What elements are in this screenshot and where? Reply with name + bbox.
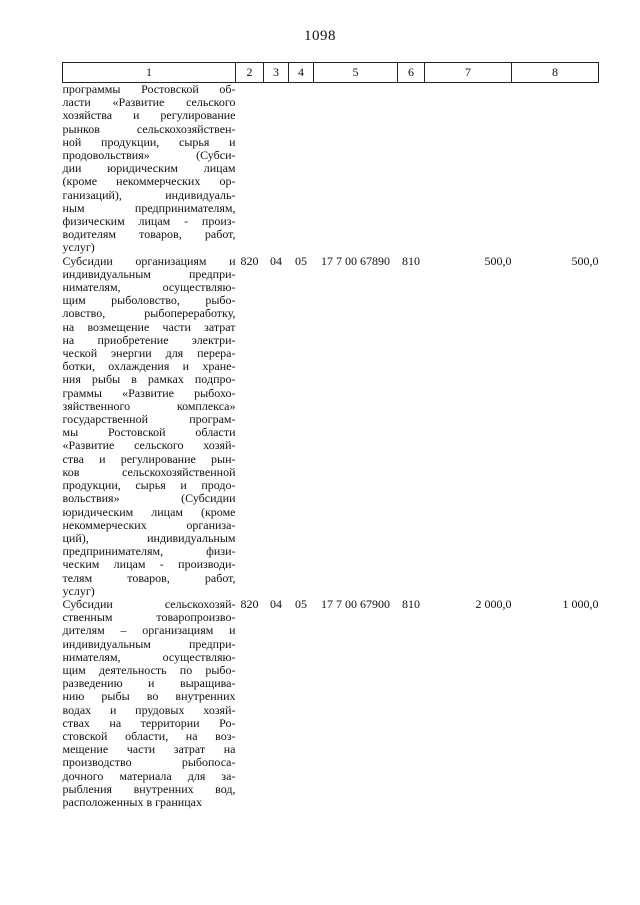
- amount-year-2-cell: 500,0: [571, 253, 599, 268]
- description-line: продукции, сырья и продо-: [62, 478, 236, 493]
- description-line: водителям товаров, работ,: [62, 227, 236, 242]
- description-line: мы Ростовской области: [62, 425, 236, 440]
- description-line: Субсидии сельскохозяй-: [62, 596, 236, 611]
- description-line: ловство, рыбопереработку,: [62, 306, 236, 321]
- row-description: [63, 255, 236, 598]
- description-line: ций), индивидуальным: [62, 530, 236, 545]
- amount-year-1-cell: [425, 83, 512, 255]
- page-number: 1098: [304, 28, 336, 44]
- description-line: дителям – организациям и: [62, 623, 236, 638]
- description-line: щим деятельность по рыбо-: [62, 662, 236, 677]
- description-line: на возмещение части затрат: [62, 319, 236, 334]
- column-header: 3: [264, 63, 289, 83]
- description-line: физическим лицам - произ-: [62, 214, 236, 229]
- section-code-cell: [264, 83, 289, 255]
- description-line: ния рыбы в рамках подпро-: [62, 372, 236, 387]
- description-line: разведению и выращива-: [62, 676, 236, 691]
- description-line: стовской области, на воз-: [62, 728, 236, 743]
- description-line: индивидуальным предпри-: [62, 266, 236, 281]
- subsection-code-cell: [289, 83, 314, 255]
- column-header: 8: [512, 63, 599, 83]
- expense-type-cell: [398, 83, 425, 255]
- description-line: ствах на территории Ро-: [62, 715, 236, 730]
- description-line: Субсидии организациям и: [62, 253, 236, 268]
- table-row: [63, 598, 599, 809]
- description-line: предпринимателям, физи-: [62, 544, 236, 559]
- description-line: водах и прудовых хозяй-: [62, 702, 236, 717]
- column-header: 5: [314, 63, 398, 83]
- amount-year-1-cell: 2 000,0: [475, 596, 512, 611]
- budget-table: [62, 62, 599, 809]
- target-article-cell: 17 7 00 67900: [321, 596, 390, 611]
- description-line: нимателям, осуществляю-: [62, 280, 236, 295]
- expense-type-cell: 810: [402, 253, 420, 268]
- table-row: [63, 83, 599, 255]
- section-code-cell: 04: [270, 253, 282, 268]
- amount-year-2-cell: [512, 83, 599, 255]
- description-line: ков сельскохозяйственной: [62, 464, 236, 479]
- target-article-cell: 17 7 00 67890: [321, 253, 390, 268]
- ministry-code-cell: 820: [240, 596, 259, 611]
- subsection-code-cell: 05: [295, 596, 307, 611]
- description-line: ческой энергии для перера-: [62, 346, 236, 361]
- description-line: зяйственного комплекса»: [62, 398, 236, 413]
- description-line: дочного материала для за-: [62, 768, 236, 783]
- description-line: ственным товаропроизво-: [62, 610, 236, 625]
- row-description: [63, 83, 236, 255]
- description-line: нимателям, осуществляю-: [62, 649, 236, 664]
- description-line: услуг): [62, 240, 95, 255]
- description-line: телям товаров, работ,: [62, 570, 236, 585]
- ministry-code-cell: 820: [240, 253, 259, 268]
- description-line: некоммерческих организа-: [62, 517, 236, 532]
- description-line: ганизаций), индивидуаль-: [62, 187, 236, 202]
- target-article-cell: [314, 83, 398, 255]
- description-line: ласти «Развитие сельского: [62, 95, 236, 110]
- description-line: рыбления внутренних вод,: [62, 781, 236, 796]
- description-line: индивидуальным предпри-: [62, 636, 236, 651]
- description-line: ной продукции, сырья и: [62, 134, 236, 149]
- column-header: 4: [289, 63, 314, 83]
- description-line: ческим лицам - производи-: [62, 557, 236, 572]
- description-line: дии юридическим лицам: [62, 161, 236, 176]
- column-header: 2: [236, 63, 264, 83]
- row-description: [63, 598, 236, 809]
- description-line: ства и регулирование рын-: [62, 451, 236, 466]
- description-line: ным предпринимателям,: [62, 200, 236, 215]
- description-line: «Развитие сельского хозяй-: [62, 438, 236, 453]
- description-line: мещение части затрат на: [62, 742, 236, 757]
- description-line: на приобретение электри-: [62, 332, 236, 347]
- description-line: хозяйства и регулирование: [62, 108, 236, 123]
- description-line: государственной програм-: [62, 412, 236, 427]
- description-line: граммы «Развитие рыбохо-: [62, 385, 236, 400]
- expense-type-cell: 810: [402, 596, 420, 611]
- amount-year-1-cell: 500,0: [484, 253, 512, 268]
- table-row: [63, 255, 599, 598]
- description-line: вольствия» (Субсидии: [62, 491, 236, 506]
- column-header: 6: [398, 63, 425, 83]
- subsection-code-cell: 05: [295, 253, 307, 268]
- description-line: услуг): [62, 583, 95, 598]
- description-line: щим рыболовство, рыбо-: [62, 293, 236, 308]
- description-line: юридическим лицам (кроме: [62, 504, 236, 519]
- description-line: (кроме некоммерческих ор-: [62, 174, 236, 189]
- column-header: 1: [63, 63, 236, 83]
- header-row: [63, 63, 599, 83]
- description-line: производство рыбопоса-: [62, 755, 236, 770]
- description-line: рынков сельскохозяйствен-: [62, 121, 236, 136]
- section-code-cell: 04: [270, 596, 282, 611]
- amount-year-2-cell: 1 000,0: [562, 596, 599, 611]
- description-line: ботки, охлаждения и хране-: [62, 359, 236, 374]
- description-line: расположенных в границах: [62, 794, 202, 809]
- column-header: 7: [425, 63, 512, 83]
- ministry-code-cell: [236, 83, 264, 255]
- description-line: продовольствия» (Субси-: [62, 148, 236, 163]
- description-line: нию рыбы во внутренних: [62, 689, 236, 704]
- description-line: программы Ростовской об-: [62, 82, 236, 96]
